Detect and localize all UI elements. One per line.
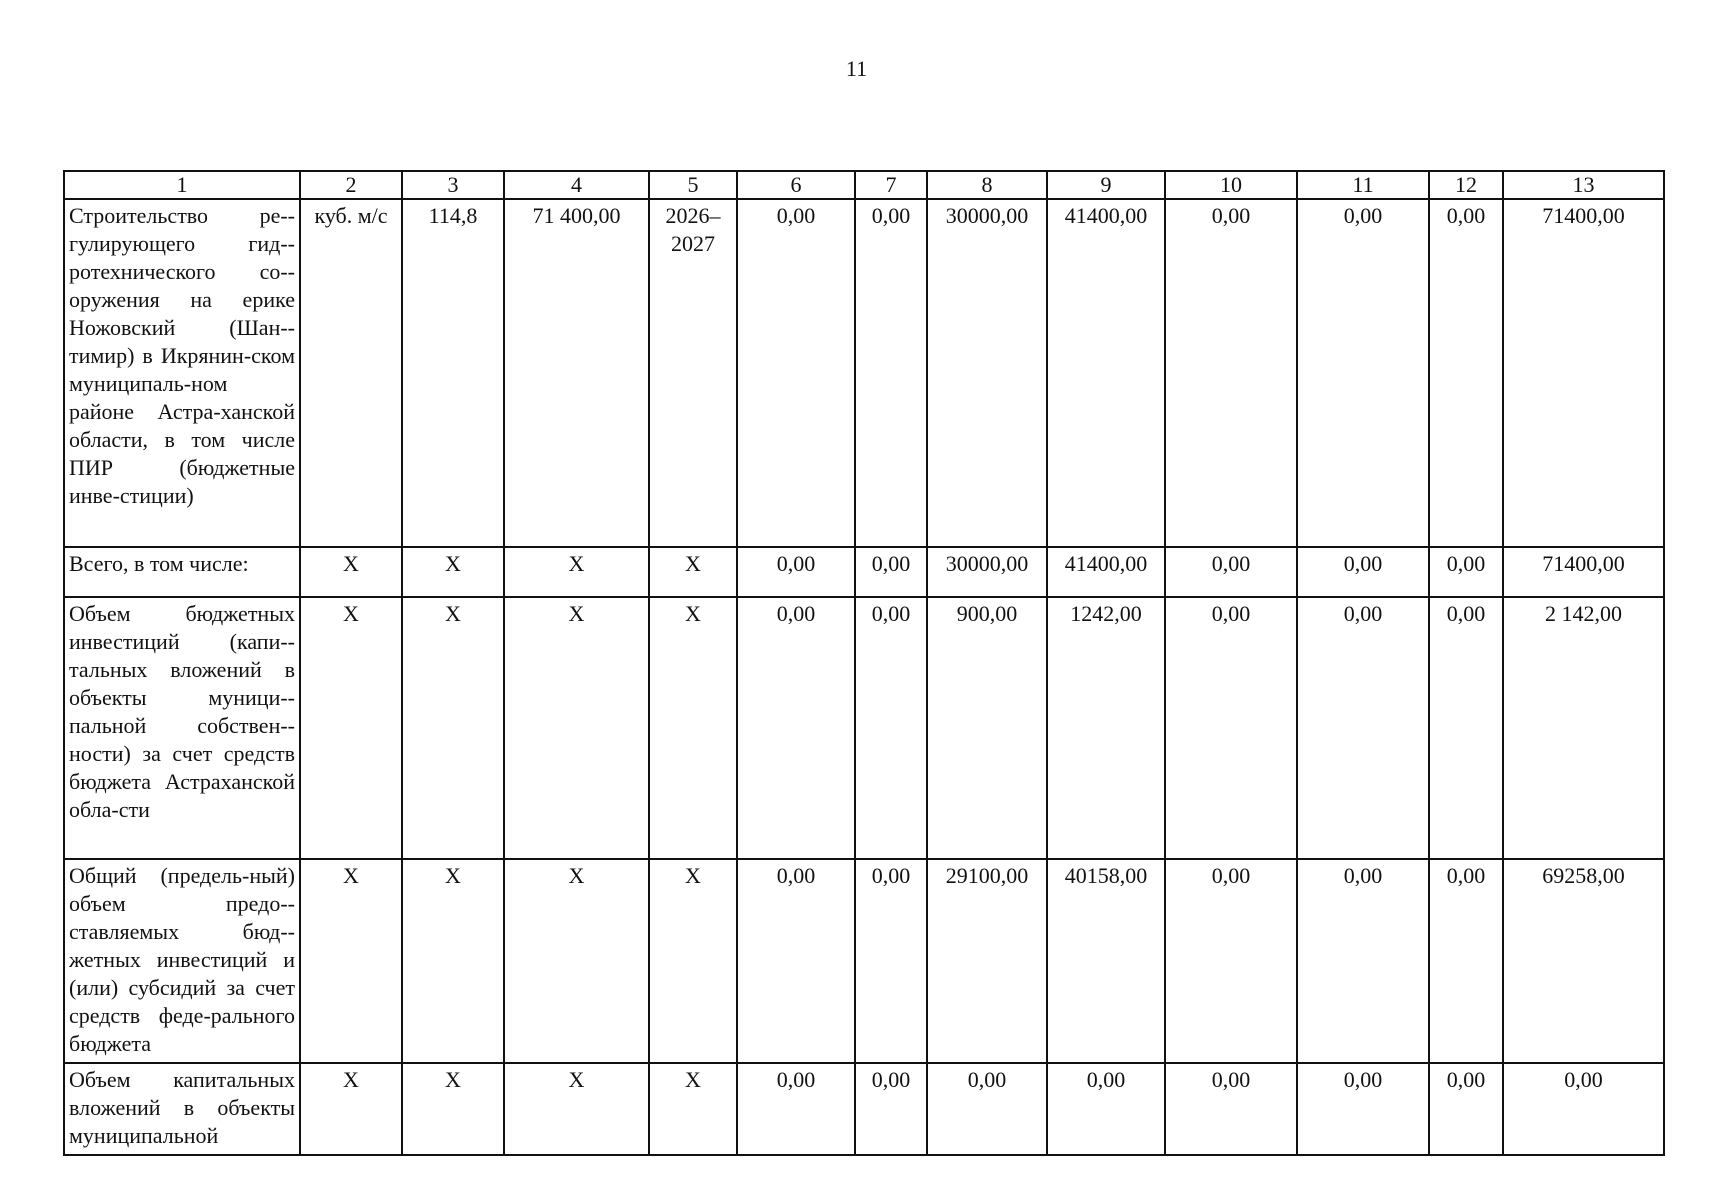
column-header: 3 [402, 171, 504, 199]
table-cell: Х [649, 597, 737, 859]
table-cell: 0,00 [737, 547, 855, 597]
table-cell: 2 142,00 [1503, 597, 1664, 859]
table-cell: 69258,00 [1503, 859, 1664, 1063]
table-cell: 0,00 [1165, 597, 1297, 859]
table-cell: 0,00 [855, 1063, 927, 1155]
table-cell: 0,00 [1165, 199, 1297, 547]
table-cell: 41400,00 [1047, 547, 1165, 597]
column-header: 1 [64, 171, 300, 199]
table-cell: Х [402, 859, 504, 1063]
table-cell: 0,00 [1429, 597, 1503, 859]
table-cell: Х [649, 547, 737, 597]
row-name-cell: Объем капитальных вложений в объекты муниципальной [64, 1063, 300, 1155]
table-cell: 0,00 [1297, 547, 1429, 597]
row-name-cell: Всего, в том числе: [64, 547, 300, 597]
table-cell: 0,00 [1429, 1063, 1503, 1155]
table-cell: Х [300, 1063, 402, 1155]
table-cell: 71400,00 [1503, 547, 1664, 597]
table-cell: 2026–2027 [649, 199, 737, 547]
table-cell: Х [300, 547, 402, 597]
column-header: 11 [1297, 171, 1429, 199]
table-cell: 0,00 [1429, 199, 1503, 547]
column-header: 9 [1047, 171, 1165, 199]
table-cell: Х [504, 1063, 649, 1155]
table-cell: 0,00 [855, 547, 927, 597]
row-name-cell: Строительство ре-гулирующего гид-ротехнического со-оружения на ерике Ножовский (Шан-тимир) в Икрянин-ском муниципаль-ном районе Астра-ханской области, в том числе ПИР (бюджетные инве-стиции) [64, 199, 300, 547]
table-cell: 30000,00 [927, 199, 1047, 547]
column-header: 10 [1165, 171, 1297, 199]
column-header: 13 [1503, 171, 1664, 199]
table-cell: 0,00 [1165, 859, 1297, 1063]
table-cell: 0,00 [737, 859, 855, 1063]
table-cell: 71 400,00 [504, 199, 649, 547]
table-cell: 900,00 [927, 597, 1047, 859]
column-header: 5 [649, 171, 737, 199]
table-cell: Х [504, 859, 649, 1063]
table-cell: 0,00 [1429, 547, 1503, 597]
table-row [64, 859, 1664, 1063]
table-row [64, 199, 1664, 547]
table-cell: 0,00 [927, 1063, 1047, 1155]
table-cell: 0,00 [855, 597, 927, 859]
table-cell: 30000,00 [927, 547, 1047, 597]
page-number: 11 [845, 56, 868, 81]
column-header: 7 [855, 171, 927, 199]
table-cell: 0,00 [1165, 547, 1297, 597]
table-cell: 114,8 [402, 199, 504, 547]
table-cell: Х [300, 597, 402, 859]
budget-table [63, 170, 1665, 1156]
table-cell: 40158,00 [1047, 859, 1165, 1063]
table-cell: Х [402, 597, 504, 859]
table-cell: 0,00 [1297, 859, 1429, 1063]
column-header: 12 [1429, 171, 1503, 199]
table-cell: 29100,00 [927, 859, 1047, 1063]
table-cell: Х [402, 547, 504, 597]
table-cell: Х [649, 1063, 737, 1155]
table-cell: 0,00 [1297, 597, 1429, 859]
table-cell: 0,00 [1047, 1063, 1165, 1155]
table-cell: куб. м/с [300, 199, 402, 547]
header-row [64, 171, 1664, 199]
column-header: 2 [300, 171, 402, 199]
table-cell: Х [300, 859, 402, 1063]
table-cell: 0,00 [1297, 199, 1429, 547]
table-row [64, 547, 1664, 597]
table-row [64, 1063, 1664, 1155]
row-name-cell: Объем бюджетных инвестиций (капи-тальных вложений в объекты муници-пальной собствен-ности) за счет средств бюджета Астраханской обла-сти [64, 597, 300, 859]
table-cell: 0,00 [855, 199, 927, 547]
table-cell: 1242,00 [1047, 597, 1165, 859]
table-cell: Х [649, 859, 737, 1063]
table-cell: Х [504, 597, 649, 859]
table-cell: 41400,00 [1047, 199, 1165, 547]
column-header: 4 [504, 171, 649, 199]
table-cell: 0,00 [1429, 859, 1503, 1063]
table-cell: 0,00 [737, 597, 855, 859]
row-name-cell: Общий (предель-ный) объем предо-ставляемых бюд-жетных инвестиций и (или) субсидий за счет средств феде-рального бюджета [64, 859, 300, 1063]
table-row [64, 597, 1664, 859]
table-cell: 0,00 [1165, 1063, 1297, 1155]
column-header: 8 [927, 171, 1047, 199]
column-header: 6 [737, 171, 855, 199]
table-cell: Х [504, 547, 649, 597]
table-cell: 0,00 [1503, 1063, 1664, 1155]
table-cell: 0,00 [855, 859, 927, 1063]
table-cell: Х [402, 1063, 504, 1155]
table-cell: 71400,00 [1503, 199, 1664, 547]
table-cell: 0,00 [737, 1063, 855, 1155]
table-cell: 0,00 [1297, 1063, 1429, 1155]
table-cell: 0,00 [737, 199, 855, 547]
